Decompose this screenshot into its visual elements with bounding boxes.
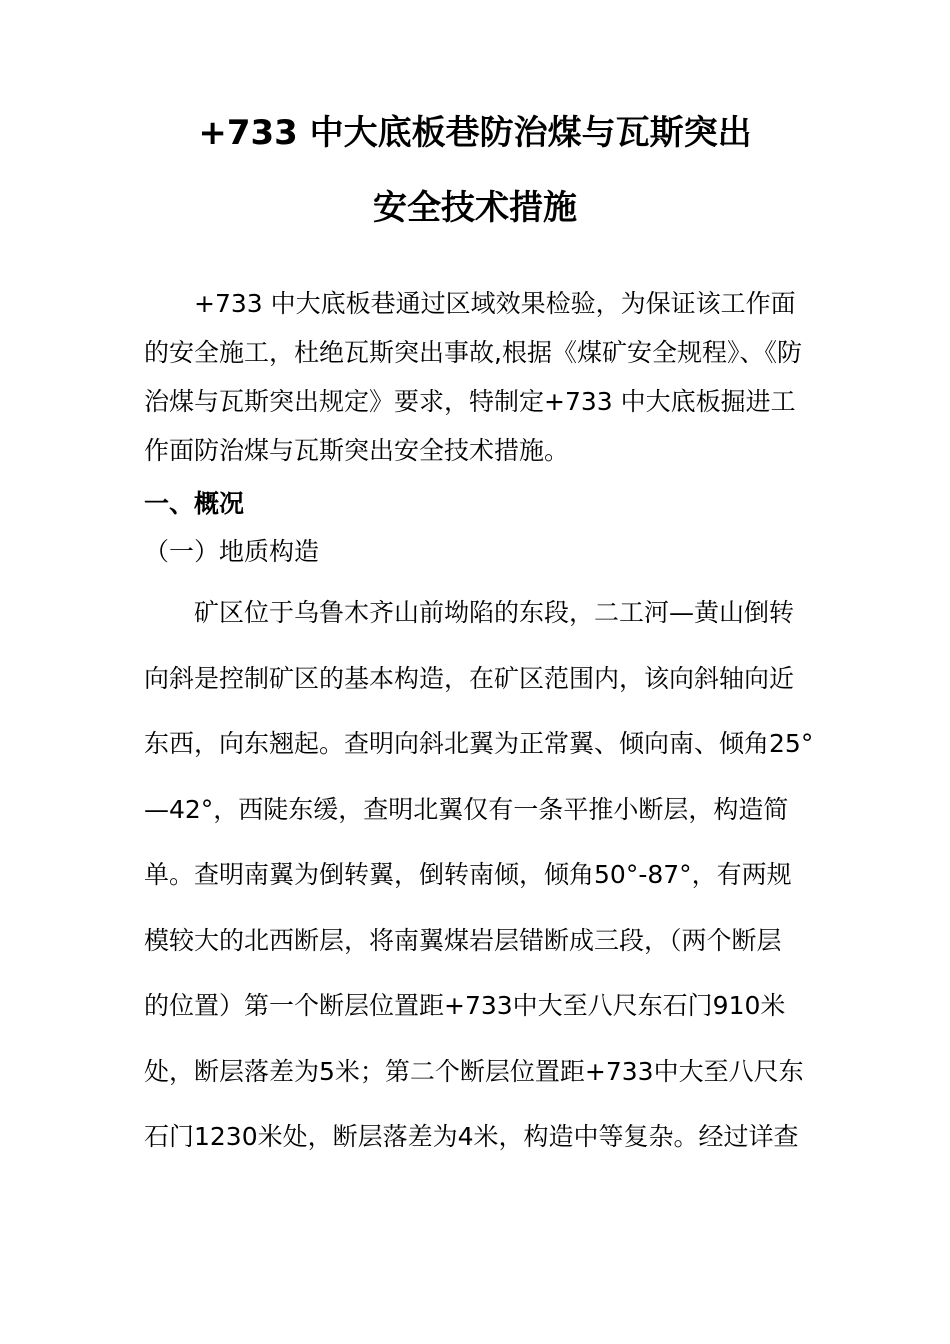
- document-title-line-1: +733 中大底板巷防治煤与瓦斯突出: [198, 113, 752, 153]
- intro-line: +733 中大底板巷通过区域效果检验，为保证该工作面: [194, 289, 796, 318]
- intro-line: 治煤与瓦斯突出规定》要求，特制定+733 中大底板掘进工: [144, 387, 796, 416]
- geology-line: 模较大的北西断层，将南翼煤岩层错断成三段，（两个断层: [144, 925, 782, 955]
- intro-paragraph: [144, 286, 814, 482]
- document-title-line-2: 安全技术措施: [373, 188, 577, 228]
- geology-line: 的位置）第一个断层位置距+733中大至八尺东石门910米: [144, 991, 786, 1020]
- geology-line: 处，断层落差为5米；第二个断层位置距+733中大至八尺东: [144, 1056, 804, 1086]
- section-heading-overview: 一、概况: [144, 489, 245, 518]
- geology-line: 向斜是控制矿区的基本构造，在矿区范围内，该向斜轴向近: [144, 663, 795, 693]
- geology-line: 矿区位于乌鲁木齐山前坳陷的东段，二工河—黄山倒转: [194, 598, 795, 627]
- geology-paragraph: [144, 595, 814, 1185]
- geology-line: 东西，向东翘起。查明向斜北翼为正常翼、倾向南、倾角25°: [144, 729, 814, 758]
- geology-line: —42°，西陡东缓，查明北翼仅有一条平推小断层，构造简: [144, 794, 789, 824]
- geology-line: 单。查明南翼为倒转翼，倒转南倾，倾角50°-87°，有两规: [144, 860, 792, 889]
- subsection-heading-geology: （一）地质构造: [144, 537, 320, 566]
- geology-line: 石门1230米处，断层落差为4米，构造中等复杂。经过详查: [144, 1122, 799, 1151]
- intro-line: 的安全施工，杜绝瓦斯突出事故,根据《煤矿安全规程》、《防: [144, 338, 802, 367]
- intro-line: 作面防治煤与瓦斯突出安全技术措施。: [144, 436, 570, 465]
